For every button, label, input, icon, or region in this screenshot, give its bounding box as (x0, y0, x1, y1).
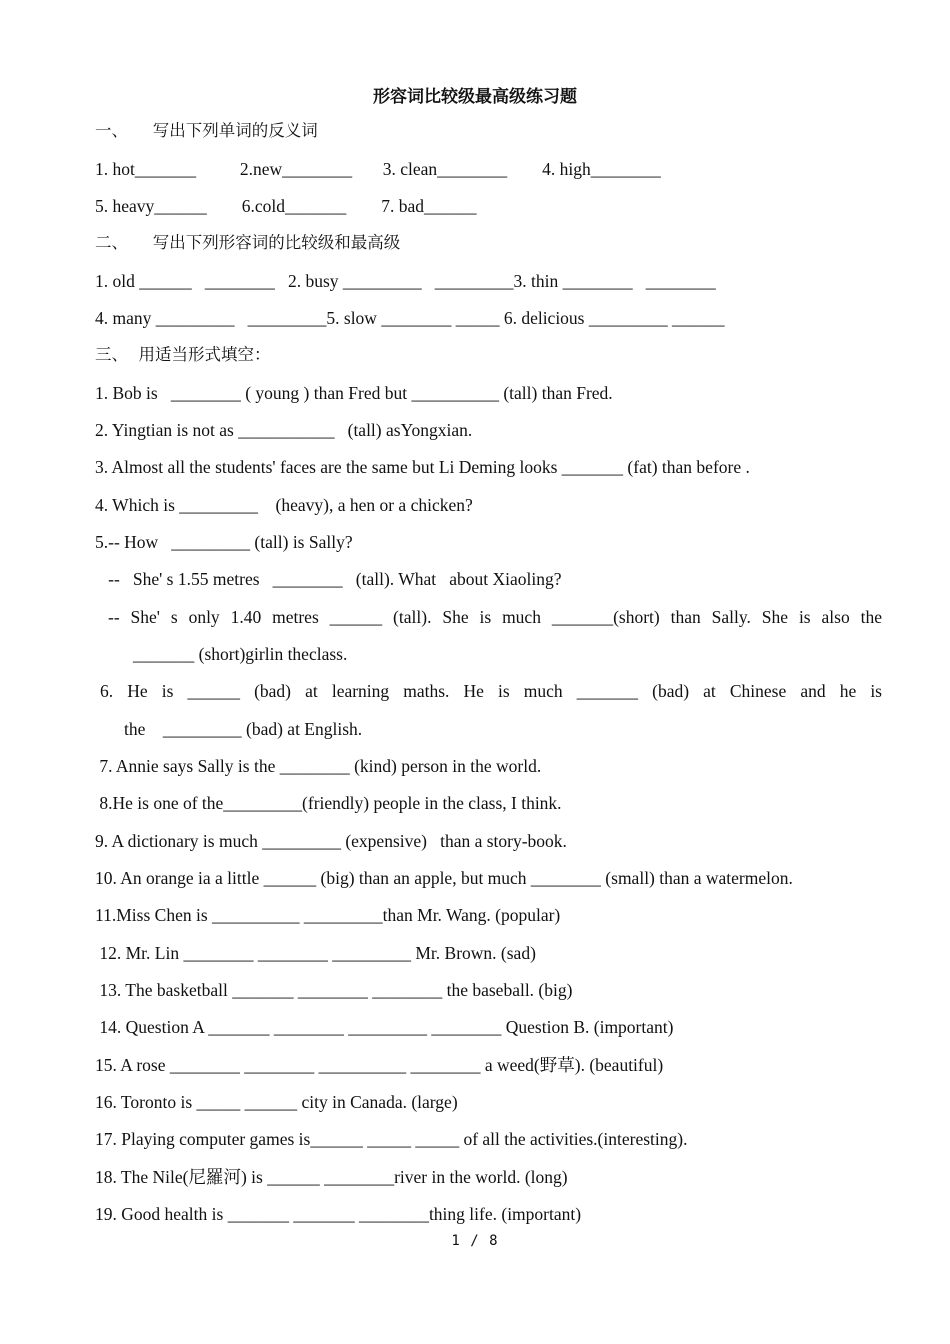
question-line: 6. He is ______ (bad) at learning maths. He is much _______ (bad) at Chinese and he is (100, 681, 882, 701)
question-line: 4. Which is _________ (heavy), a hen or a chicken? (95, 495, 473, 515)
question-line: 17. Playing computer games is______ _____ _____ of all the activities.(interesting). (95, 1129, 688, 1149)
question-line: 3. Almost all the students' faces are the same but Li Deming looks _______ (fat) than before . (95, 457, 750, 477)
question-line: 16. Toronto is _____ ______ city in Canada. (large) (95, 1092, 458, 1112)
section-3-heading: 三、 用适当形式填空： (95, 345, 271, 364)
question-line: 18. The Nile(尼羅河) is ______ ________river in the world. (long) (95, 1167, 568, 1187)
question-line: 1. Bob is ________ ( young ) than Fred but __________ (tall) than Fred. (95, 383, 613, 403)
exercise-line: 4. many _________ _________5. slow ________ _____ 6. delicious _________ ______ (95, 308, 725, 328)
question-line: -- She' s only 1.40 metres ______ (tall). She is much _______(short) than Sally. She is also the (108, 607, 882, 627)
question-line: the _________ (bad) at English. (124, 719, 363, 739)
page-title: 形容词比较级最高级练习题 (373, 87, 577, 107)
question-line: 5.-- How _________ (tall) is Sally? (95, 532, 353, 552)
question-line: 14. Question A _______ ________ _________ ________ Question B. (important) (95, 1017, 674, 1037)
section-1-heading: 一、 写出下列单词的反义词 (95, 121, 318, 140)
page-number: 1 / 8 (451, 1233, 499, 1249)
question-line: 15. A rose ________ ________ __________ ________ a weed(野草). (beautiful) (95, 1055, 664, 1075)
exercise-line: 1. hot_______ 2.new________ 3. clean________ 4. high________ (95, 159, 661, 179)
question-line: 2. Yingtian is not as ___________ (tall) asYongxian. (95, 420, 473, 440)
exercise-line: 5. heavy______ 6.cold_______ 7. bad______ (95, 196, 477, 216)
exercise-line: 1. old ______ ________ 2. busy _________ _________3. thin ________ ________ (95, 271, 716, 291)
question-line: 7. Annie says Sally is the ________ (kind) person in the world. (95, 756, 542, 776)
question-line: -- She' s 1.55 metres ________ (tall). What about Xiaoling? (95, 569, 562, 589)
question-line: 11.Miss Chen is __________ _________than Mr. Wang. (popular) (95, 905, 561, 925)
question-line: 19. Good health is _______ _______ ________thing life. (important) (95, 1204, 582, 1224)
question-line: 13. The basketball _______ ________ ________ the baseball. (big) (95, 980, 573, 1000)
question-line: 8.He is one of the_________(friendly) people in the class, I think. (95, 793, 562, 813)
question-line: 9. A dictionary is much _________ (expensive) than a story-book. (95, 831, 567, 851)
question-line: 12. Mr. Lin ________ ________ _________ Mr. Brown. (sad) (95, 943, 536, 963)
question-line: _______ (short)girlin theclass. (133, 644, 348, 664)
section-2-heading: 二、 写出下列形容词的比较级和最高级 (95, 233, 401, 252)
question-line: 10. An orange ia a little ______ (big) than an apple, but much ________ (small) than a watermelon. (95, 868, 793, 888)
